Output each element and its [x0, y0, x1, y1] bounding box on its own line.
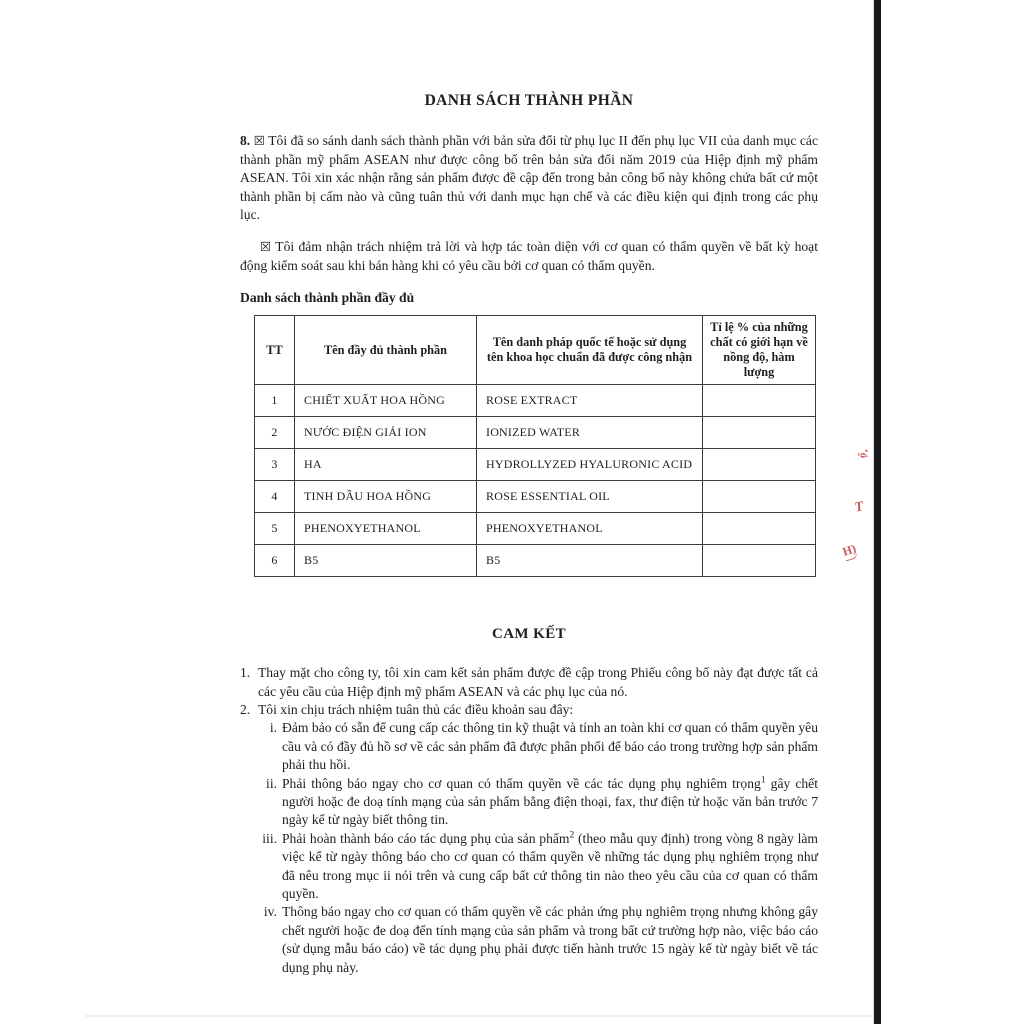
cell-inci: ROSE EXTRACT — [477, 385, 703, 417]
declaration-paragraph-responsibility — [240, 238, 818, 275]
table-row — [255, 481, 816, 513]
commitment-item-2 — [240, 701, 818, 719]
commitment-subitem-text — [282, 830, 818, 904]
item-number: 8. — [240, 133, 251, 148]
column-header-full-name: Tên đầy đủ thành phần — [295, 316, 477, 385]
list-marker: ii. — [266, 775, 277, 791]
subitem-text: (theo mẫu quy định) trong vòng 8 ngày làm việc kể từ ngày thông báo cho cơ quan có thẩm quyền về những tác dụng phụ nghiêm trọng như đã nêu trong mục ii nói trên và cung cấp bất cứ thông tin nào theo yêu cầu của cơ quan có thẩm quyền. — [282, 830, 818, 901]
commitment-subitem-iii — [259, 830, 818, 904]
cell-inci: PHENOXYETHANOL — [477, 513, 703, 545]
commitment-subitem-iv — [259, 903, 818, 977]
list-marker: iii. — [262, 830, 277, 846]
ingredient-table — [254, 315, 816, 577]
commitment-item-1 — [240, 664, 818, 701]
cell-tt: 4 — [255, 481, 295, 513]
subitem-text: Phải hoàn thành báo cáo tác dụng phụ của sản phẩm — [282, 830, 570, 846]
cell-inci: ROSE ESSENTIAL OIL — [477, 481, 703, 513]
cell-ratio — [703, 545, 816, 577]
commitment-item-text: Tôi xin chịu trách nhiệm tuân thủ các điều khoản sau đây: — [258, 701, 574, 717]
document-title: DANH SÁCH THÀNH PHẦN — [424, 92, 634, 109]
subitem-text: Đảm bảo có sẵn để cung cấp các thông tin kỹ thuật và tính an toàn khi cơ quan có thẩm quyền yêu cầu và có đầy đủ hồ sơ về các sản phẩm đã được phân phối để báo cáo trong trường hợp sản phẩm phải thu hồi. — [282, 720, 818, 773]
red-stamp-fragment: H) — [841, 541, 859, 561]
footnote-ref-2: 2 — [569, 830, 575, 841]
ingredient-list-heading: Danh sách thành phần đầy đủ — [240, 290, 415, 306]
subitem-text: Phải thông báo ngay cho cơ quan có thẩm quyền về các tác dụng phụ nghiêm trọng — [282, 775, 761, 791]
table-row — [255, 513, 816, 545]
cell-name: B5 — [295, 545, 477, 577]
list-marker: i. — [269, 720, 277, 736]
commitment-subitem-text — [282, 903, 818, 977]
declaration-paragraph-8 — [240, 132, 818, 225]
cell-ratio — [703, 385, 816, 417]
cell-inci: B5 — [477, 545, 703, 577]
checked-checkbox-icon: ☒ — [253, 133, 265, 148]
cell-inci: IONIZED WATER — [477, 417, 703, 449]
cell-name: TINH DẦU HOA HỒNG — [295, 481, 477, 513]
red-stamp-fragment: ộ, — [856, 446, 871, 460]
cell-ratio — [703, 513, 816, 545]
list-marker: 2. — [240, 701, 251, 717]
cell-tt: 1 — [255, 385, 295, 417]
commitment-subitem-text — [282, 775, 818, 830]
cell-name: PHENOXYETHANOL — [295, 513, 477, 545]
cell-name: CHIẾT XUẤT HOA HỒNG — [295, 385, 477, 417]
commitment-list — [240, 664, 818, 977]
page-edge-bar — [874, 0, 881, 1024]
column-header-tt: TT — [255, 316, 295, 385]
cell-ratio — [703, 417, 816, 449]
column-header-ratio: Tỉ lệ % của những chất có giới hạn về nồng độ, hàm lượng — [703, 316, 816, 385]
commitment-section-title: CAM KẾT — [491, 626, 567, 643]
table-row — [255, 417, 816, 449]
cell-tt: 2 — [255, 417, 295, 449]
commitment-item-text: Thay mặt cho công ty, tôi xin cam kết sản phẩm được đề cập trong Phiếu công bố này đạt được tất cả các yêu cầu của Hiệp định mỹ phẩm ASEAN và các phụ lục của nó. — [258, 665, 818, 699]
commitment-subitem-i — [259, 719, 818, 774]
table-row — [255, 449, 816, 481]
footnote-ref-1: 1 — [760, 775, 766, 785]
declaration-text-2: Tôi đảm nhận trách nhiệm trả lời và hợp tác toàn diện với cơ quan có thẩm quyền về bất kỳ hoạt động kiểm soát sau khi bán hàng khi có yêu cầu bởi cơ quan có thẩm quyền. — [240, 239, 818, 273]
subitem-text: gây chết người hoặc đe doạ tính mạng của sản phẩm bằng điện thoại, fax, thư điện tử hoặc văn bản trước 7 ngày kể từ ngày biết thông tin. — [282, 775, 818, 828]
commitment-subitem-text — [282, 719, 818, 774]
list-marker: 1. — [240, 665, 251, 681]
page-bottom-crease — [85, 1015, 874, 1017]
table-row — [255, 385, 816, 417]
cell-ratio — [703, 449, 816, 481]
table-header-row — [255, 316, 816, 385]
commitment-subitem-ii — [259, 775, 818, 830]
checked-checkbox-icon: ☒ — [260, 239, 272, 255]
table-row — [255, 545, 816, 577]
declaration-text-1: Tôi đã so sánh danh sách thành phần với bản sửa đổi từ phụ lục II đến phụ lục VII của danh mục các thành phần mỹ phẩm ASEAN như được công bố trên bản sửa đổi năm 2019 của Hiệp định mỹ phẩm ASEAN. Tôi xin xác nhận rằng sản phẩm được đề cập đến trong bản công bố này không chứa bất cứ một thành phần bị cấm nào và cũng tuân thủ với danh mục hạn chế và các điều kiện qui định trong các phụ lục. — [240, 133, 818, 222]
red-stamp-fragment: T — [853, 499, 865, 516]
list-marker: iv. — [263, 904, 277, 920]
cell-tt: 5 — [255, 513, 295, 545]
document-page — [240, 0, 818, 977]
subitem-text: Thông báo ngay cho cơ quan có thẩm quyền về các phản ứng phụ nghiêm trọng nhưng không gây chết người hoặc đe doạ đến tính mạng của sản phẩm và trong bất cứ trường hợp nào, việc báo cáo (sử dụng mẫu báo cáo) về tác dụng phụ phải được tiến hành trước 15 ngày kể từ ngày biết về tác dụng phụ này. — [282, 904, 818, 975]
cell-name: NƯỚC ĐIỆN GIẢI ION — [295, 417, 477, 449]
cell-tt: 6 — [255, 545, 295, 577]
cell-inci: HYDROLLYZED HYALURONIC ACID — [477, 449, 703, 481]
column-header-inci-name: Tên danh pháp quốc tế hoặc sử dụng tên khoa học chuẩn đã được công nhận — [477, 316, 703, 385]
cell-tt: 3 — [255, 449, 295, 481]
cell-ratio — [703, 481, 816, 513]
cell-name: HA — [295, 449, 477, 481]
